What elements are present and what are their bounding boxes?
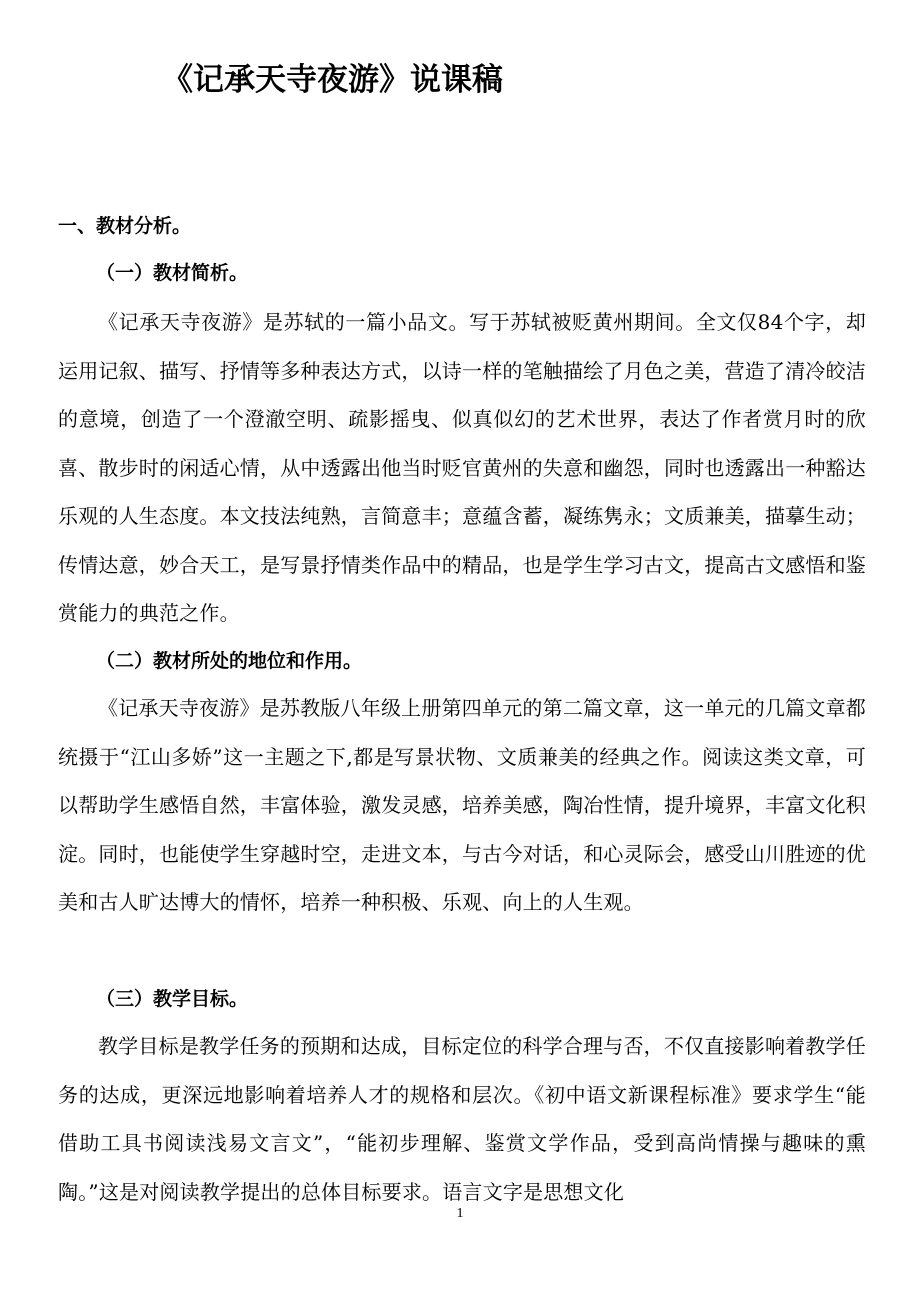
paragraph-position-and-role: 《记承天寺夜游》是苏教版八年级上册第四单元的第二篇文章，这一单元的几篇文章都统摄于“江山多娇”这一主题之下,都是写景状物、文质兼美的经典之作。阅读这类文章，可以帮助学生感悟自然，丰富体验，激发灵感，培养美感，陶冶性情，提升境界，丰富文化积淀。同时，也能使学生穿越时空，走进文本，与古今对话，和心灵际会，感受山川胜迹的优美和古人旷达博大的情怀，培养一种积极、乐观、向上的人生观。 [58,696,866,914]
paragraph-teaching-objectives: 教学目标是教学任务的预期和达成，目标定位的科学合理与否，不仅直接影响着教学任务的达成，更深远地影响着培养人才的规格和层次。《初中语文新课程标准》要求学生“能借助工具书阅读浅易文言文”，“能初步理解、鉴赏文学作品，受到高尚情操与趣味的熏陶。”这是对阅读教学提出的总体目标要求。语言文字是思想文化 [58,1034,866,1204]
section-heading-textbook-analysis: 一、教材分析。 [58,215,192,237]
document-title: 《记承天寺夜游》说课稿 [162,62,503,98]
subsection-heading-teaching-objectives: （三）教学目标。 [96,988,249,1010]
subsection-heading-position-and-role: （二）教材所处的地位和作用。 [96,650,363,672]
paragraph-textbook-overview: 《记承天寺夜游》是苏轼的一篇小品文。写于苏轼被贬黄州期间。全文仅84个字，却运用记叙、描写、抒情等多种表达方式，以诗一样的笔触描绘了月色之美，营造了清冷皎洁的意境，创造了一个澄澈空明、疏影摇曳、似真似幻的艺术世界，表达了作者赏月时的欣喜、散步时的闲适心情，从中透露出他当时贬官黄州的失意和幽怨，同时也透露出一种豁达乐观的人生态度。本文技法纯熟，言简意丰；意蕴含蓄，凝练隽永；文质兼美，描摹生动；传情达意，妙合天工，是写景抒情类作品中的精品，也是学生学习古文，提高古文感悟和鉴赏能力的典范之作。 [58,310,866,625]
subsection-heading-textbook-overview: （一）教材简析。 [96,262,249,284]
page-number: 1 [456,1206,464,1221]
